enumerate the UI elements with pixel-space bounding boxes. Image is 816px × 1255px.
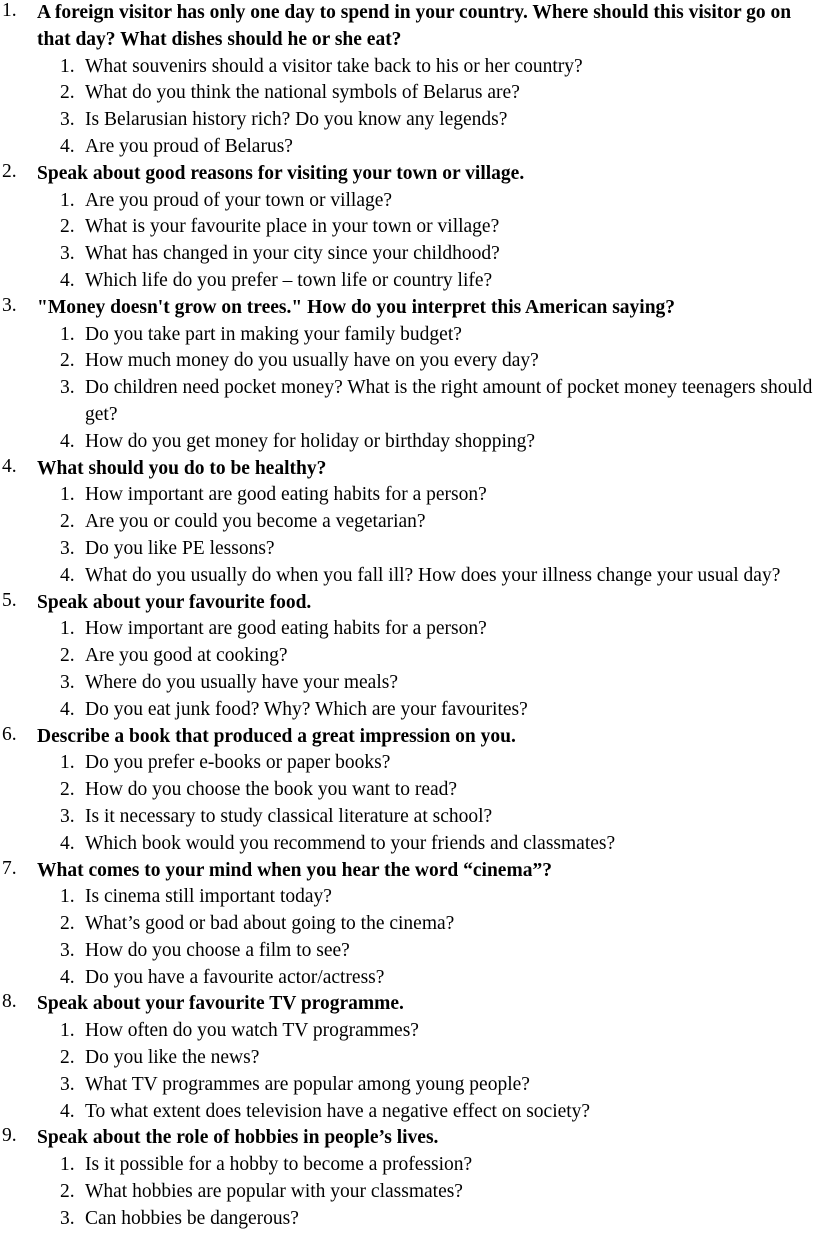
question-item [37, 1179, 816, 1206]
question-text: What do you usually do when you fall ill? How does your illness change your usual day? [85, 564, 781, 586]
question-item [37, 80, 816, 107]
question-item [37, 348, 816, 375]
question-item [37, 1099, 816, 1126]
topic-number: 9. [2, 1125, 17, 1147]
question-number: 3. [60, 377, 75, 399]
question-item [37, 322, 816, 349]
question-text: Is it necessary to study classical literature at school? [85, 805, 493, 827]
question-item [37, 616, 816, 643]
question-item [37, 214, 816, 241]
question-text: Can hobbies be dangerous? [85, 1207, 299, 1229]
topic-number: 4. [2, 455, 17, 477]
question-text: Which life do you prefer – town life or country life? [85, 269, 493, 291]
question-list [37, 750, 816, 857]
question-text: Is Belarusian history rich? Do you know any legends? [85, 109, 508, 131]
question-text: What do you think the national symbols of Belarus are? [85, 82, 520, 104]
question-list [37, 616, 816, 723]
topic-number: 7. [2, 857, 17, 879]
question-text: Is cinema still important today? [85, 886, 332, 908]
question-text: Are you or could you become a vegetarian? [85, 511, 426, 533]
topic-item [0, 1125, 816, 1232]
topic-number: 2. [2, 160, 17, 182]
topic-title: Speak about the role of hobbies in people’s lives. [37, 1127, 439, 1149]
question-number: 4. [60, 135, 75, 157]
question-text: Do children need pocket money? What is the right amount of pocket money teenagers should get? [85, 377, 813, 425]
question-text: Is it possible for a hobby to become a profession? [85, 1154, 473, 1176]
question-list [37, 54, 816, 161]
question-number: 3. [60, 1073, 75, 1095]
question-text: How important are good eating habits for a person? [85, 484, 487, 506]
topic-title: What comes to your mind when you hear the word “cinema”? [37, 859, 552, 881]
question-number: 3. [60, 243, 75, 265]
topic-title: Speak about good reasons for visiting your town or village. [37, 162, 525, 184]
question-number: 3. [60, 671, 75, 693]
question-text: What is your favourite place in your town or village? [85, 216, 500, 238]
question-number: 1. [60, 189, 75, 211]
question-text: Do you like PE lessons? [85, 537, 275, 559]
question-text: How important are good eating habits for a person? [85, 618, 487, 640]
question-list [37, 482, 816, 589]
question-number: 4. [60, 564, 75, 586]
question-item [37, 241, 816, 268]
topic-item [0, 295, 816, 456]
question-number: 1. [60, 55, 75, 77]
topic-title: "Money doesn't grow on trees." How do you interpret this American saying? [37, 296, 676, 318]
question-number: 2. [60, 216, 75, 238]
question-number: 3. [60, 939, 75, 961]
question-number: 2. [60, 350, 75, 372]
topic-item [0, 858, 816, 992]
question-list [37, 322, 816, 456]
question-number: 2. [60, 82, 75, 104]
question-number: 4. [60, 430, 75, 452]
question-item [37, 1206, 816, 1233]
question-number: 2. [60, 511, 75, 533]
question-text: What has changed in your city since your childhood? [85, 243, 500, 265]
question-text: How do you choose the book you want to read? [85, 779, 458, 801]
topic-number: 3. [2, 294, 17, 316]
question-list [37, 884, 816, 991]
question-text: Do you eat junk food? Why? Which are your favourites? [85, 698, 528, 720]
question-item [37, 509, 816, 536]
topic-item [0, 991, 816, 1125]
question-list [37, 1152, 816, 1232]
question-text: Which book would you recommend to your friends and classmates? [85, 832, 616, 854]
question-number: 4. [60, 1100, 75, 1122]
question-item [37, 188, 816, 215]
question-text: To what extent does television have a negative effect on society? [85, 1100, 591, 1122]
question-text: How much money do you usually have on you every day? [85, 350, 539, 372]
question-text: What’s good or bad about going to the cinema? [85, 913, 455, 935]
question-number: 4. [60, 269, 75, 291]
question-item [37, 777, 816, 804]
question-number: 3. [60, 537, 75, 559]
topic-title: Describe a book that produced a great impression on you. [37, 725, 516, 747]
topic-item [0, 724, 816, 858]
topic-title: What should you do to be healthy? [37, 457, 327, 479]
question-item [37, 54, 816, 81]
question-item [37, 884, 816, 911]
topic-number: 1. [2, 0, 17, 21]
question-item [37, 536, 816, 563]
question-number: 2. [60, 1181, 75, 1203]
topic-item [0, 0, 816, 161]
question-text: Do you prefer e-books or paper books? [85, 752, 391, 774]
question-text: What hobbies are popular with your classmates? [85, 1181, 463, 1203]
question-number: 2. [60, 1047, 75, 1069]
topic-item [0, 590, 816, 724]
question-text: Do you like the news? [85, 1047, 260, 1069]
question-item [37, 1072, 816, 1099]
question-item [37, 1045, 816, 1072]
question-number: 2. [60, 779, 75, 801]
question-list [37, 1018, 816, 1125]
question-text: Do you have a favourite actor/actress? [85, 966, 385, 988]
topic-number: 6. [2, 723, 17, 745]
topic-item [0, 456, 816, 590]
question-number: 3. [60, 109, 75, 131]
question-item [37, 107, 816, 134]
topic-number: 8. [2, 991, 17, 1013]
question-item [37, 1152, 816, 1179]
question-number: 1. [60, 618, 75, 640]
question-number: 2. [60, 645, 75, 667]
question-item [37, 965, 816, 992]
question-item [37, 831, 816, 858]
question-number: 1. [60, 1154, 75, 1176]
question-item [37, 911, 816, 938]
question-number: 3. [60, 1207, 75, 1229]
question-item [37, 482, 816, 509]
question-item [37, 375, 816, 429]
question-item [37, 670, 816, 697]
question-text: Are you proud of your town or village? [85, 189, 393, 211]
question-number: 4. [60, 966, 75, 988]
topic-item [0, 161, 816, 295]
question-item [37, 268, 816, 295]
topic-number: 5. [2, 589, 17, 611]
question-item [37, 697, 816, 724]
question-number: 1. [60, 886, 75, 908]
question-number: 1. [60, 484, 75, 506]
question-text: Where do you usually have your meals? [85, 671, 398, 693]
question-text: How do you get money for holiday or birthday shopping? [85, 430, 536, 452]
question-item [37, 750, 816, 777]
question-number: 1. [60, 752, 75, 774]
question-number: 4. [60, 698, 75, 720]
question-text: What TV programmes are popular among young people? [85, 1073, 530, 1095]
question-text: What souvenirs should a visitor take back to his or her country? [85, 55, 583, 77]
question-text: How do you choose a film to see? [85, 939, 350, 961]
question-item [37, 643, 816, 670]
topic-title: Speak about your favourite food. [37, 591, 312, 613]
question-list [37, 188, 816, 295]
question-item [37, 429, 816, 456]
question-item [37, 938, 816, 965]
topic-title: A foreign visitor has only one day to spend in your country. Where should this visitor go on that day? What dishes should he or she eat? [37, 2, 792, 50]
question-text: Are you proud of Belarus? [85, 135, 293, 157]
question-number: 1. [60, 323, 75, 345]
question-number: 1. [60, 1020, 75, 1042]
question-number: 3. [60, 805, 75, 827]
question-item [37, 134, 816, 161]
question-text: How often do you watch TV programmes? [85, 1020, 419, 1042]
question-number: 4. [60, 832, 75, 854]
question-text: Are you good at cooking? [85, 645, 288, 667]
question-text: Do you take part in making your family budget? [85, 323, 462, 345]
topic-title: Speak about your favourite TV programme. [37, 993, 404, 1015]
question-item [37, 1018, 816, 1045]
question-item [37, 804, 816, 831]
question-number: 2. [60, 913, 75, 935]
question-item [37, 563, 816, 590]
